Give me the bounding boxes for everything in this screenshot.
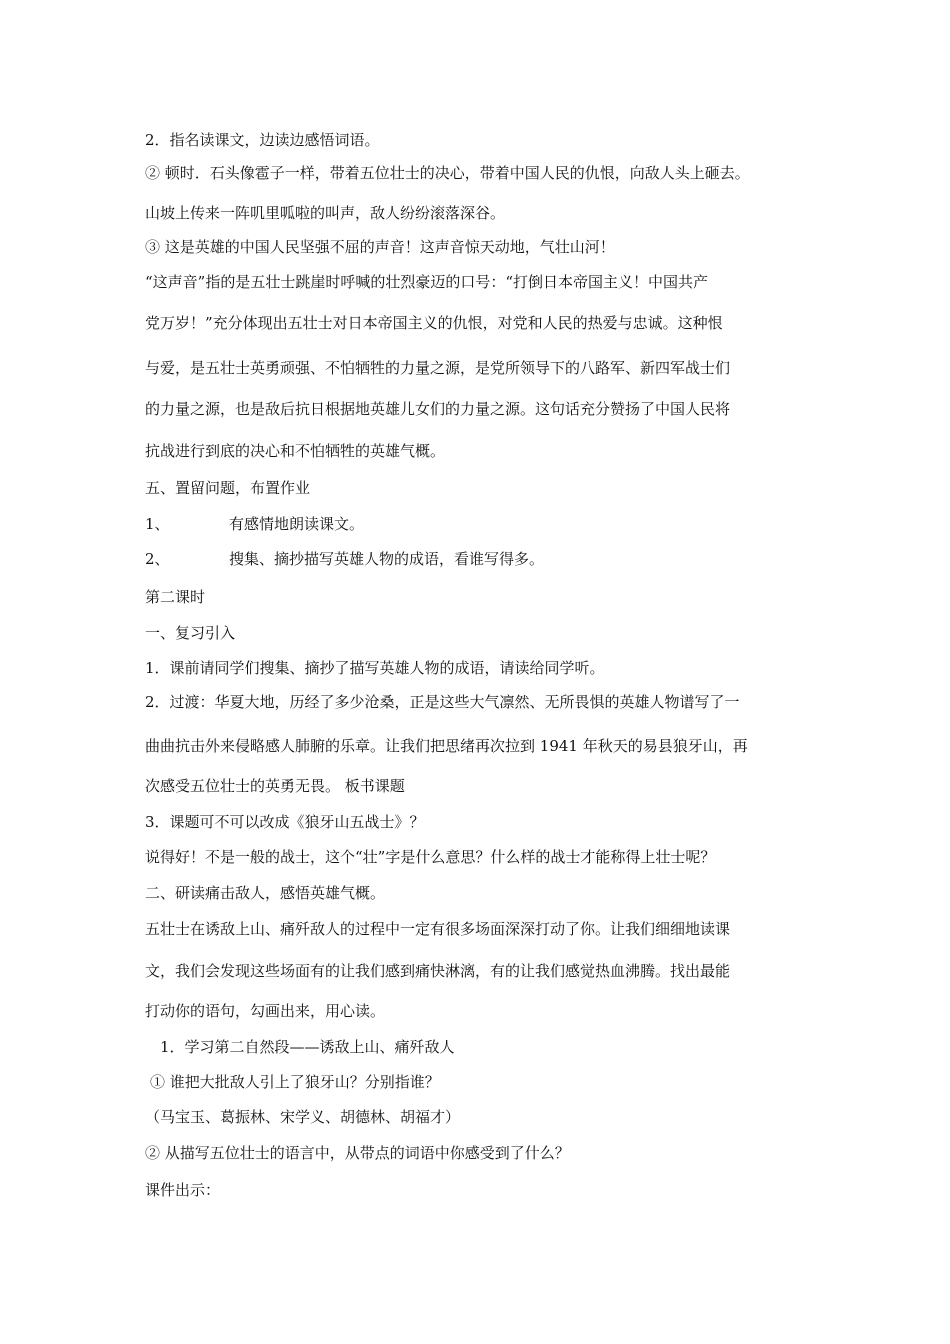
list-item [145,549,544,569]
list-item [145,514,364,534]
text-line: 1．课前请同学们搜集、摘抄了描写英雄人物的成语，请读给同学听。 [145,659,605,677]
text-line: 的力量之源，也是敌后抗日根据地英雄儿女们的力量之源。这句话充分赞扬了中国人民将 [145,400,731,418]
list-number: 2、 [145,550,170,568]
text-line: 党万岁！”充分体现出五壮士对日本帝国主义的仇恨，对党和人民的热爱与忠诚。这种恨 [145,314,723,332]
text-line: （马宝玉、葛振林、宋学义、胡德林、胡福才） [145,1108,461,1126]
text-line: 2．指名读课文，边读边感悟词语。 [145,131,380,149]
text-line: 山坡上传来一阵叽里呱啦的叫声，敌人纷纷滚落深谷。 [145,204,506,222]
text-line: 与爱，是五壮士英勇顽强、不怕牺牲的力量之源，是党所领导下的八路军、新四军战士们 [145,359,731,377]
text-line: “这声音”指的是五壮士跳崖时呼喊的壮烈豪迈的口号：“打倒日本帝国主义！中国共产 [145,273,709,291]
section-heading: 二、研读痛击敌人，感悟英雄气概。 [145,884,386,902]
text-line: ③ 这是英雄的中国人民坚强不屈的声音！这声音惊天动地，气壮山河！ [145,238,615,256]
text-line: 3．课题可不可以改成《狼牙山五战士》？ [145,813,425,831]
text-line: ② 顿时．石头像雹子一样，带着五位壮士的决心，带着中国人民的仇恨，向敌人头上砸去。 [145,164,750,182]
text-line: 课件出示： [145,1181,221,1199]
section-heading: 五、置留问题，布置作业 [145,479,311,497]
text-line: 说得好！不是一般的战士，这个“壮”字是什么意思？什么样的战士才能称得上壮士呢？ [145,848,716,866]
text-line: 次感受五位壮士的英勇无畏。 板书课题 [145,777,405,795]
text-line: 抗战进行到底的决心和不怕牺牲的英雄气概。 [145,442,446,460]
text-line: 五壮士在诱敌上山、痛歼敌人的过程中一定有很多场面深深打动了你。让我们细细地读课 [145,920,731,938]
subsection-heading: 1．学习第二自然段——诱敌上山、痛歼敌人 [160,1038,455,1056]
text-line: ① 谁把大批敌人引上了狼牙山？分别指谁？ [150,1073,440,1091]
text-line: ② 从描写五位壮士的语言中，从带点的词语中你感受到了什么？ [145,1144,570,1162]
lesson-heading: 第二课时 [145,588,206,606]
text-line: 打动你的语句，勾画出来，用心读。 [145,1002,386,1020]
text-line: 文，我们会发现这些场面有的让我们感到痛快淋漓，有的让我们感觉热血沸腾。找出最能 [145,962,731,980]
section-heading: 一、复习引入 [145,624,236,642]
list-text: 有感情地朗读课文。 [229,515,365,533]
text-line: 曲曲抗击外来侵略感人肺腑的乐章。让我们把思绪再次拉到 1941 年秋天的易县狼牙山，再 [145,737,748,755]
text-line: 2．过渡：华夏大地，历经了多少沧桑，正是这些大气凛然、无所畏惧的英雄人物谱写了一 [145,693,740,711]
list-text: 搜集、摘抄描写英雄人物的成语，看谁写得多。 [229,550,545,568]
list-number: 1、 [145,515,170,533]
